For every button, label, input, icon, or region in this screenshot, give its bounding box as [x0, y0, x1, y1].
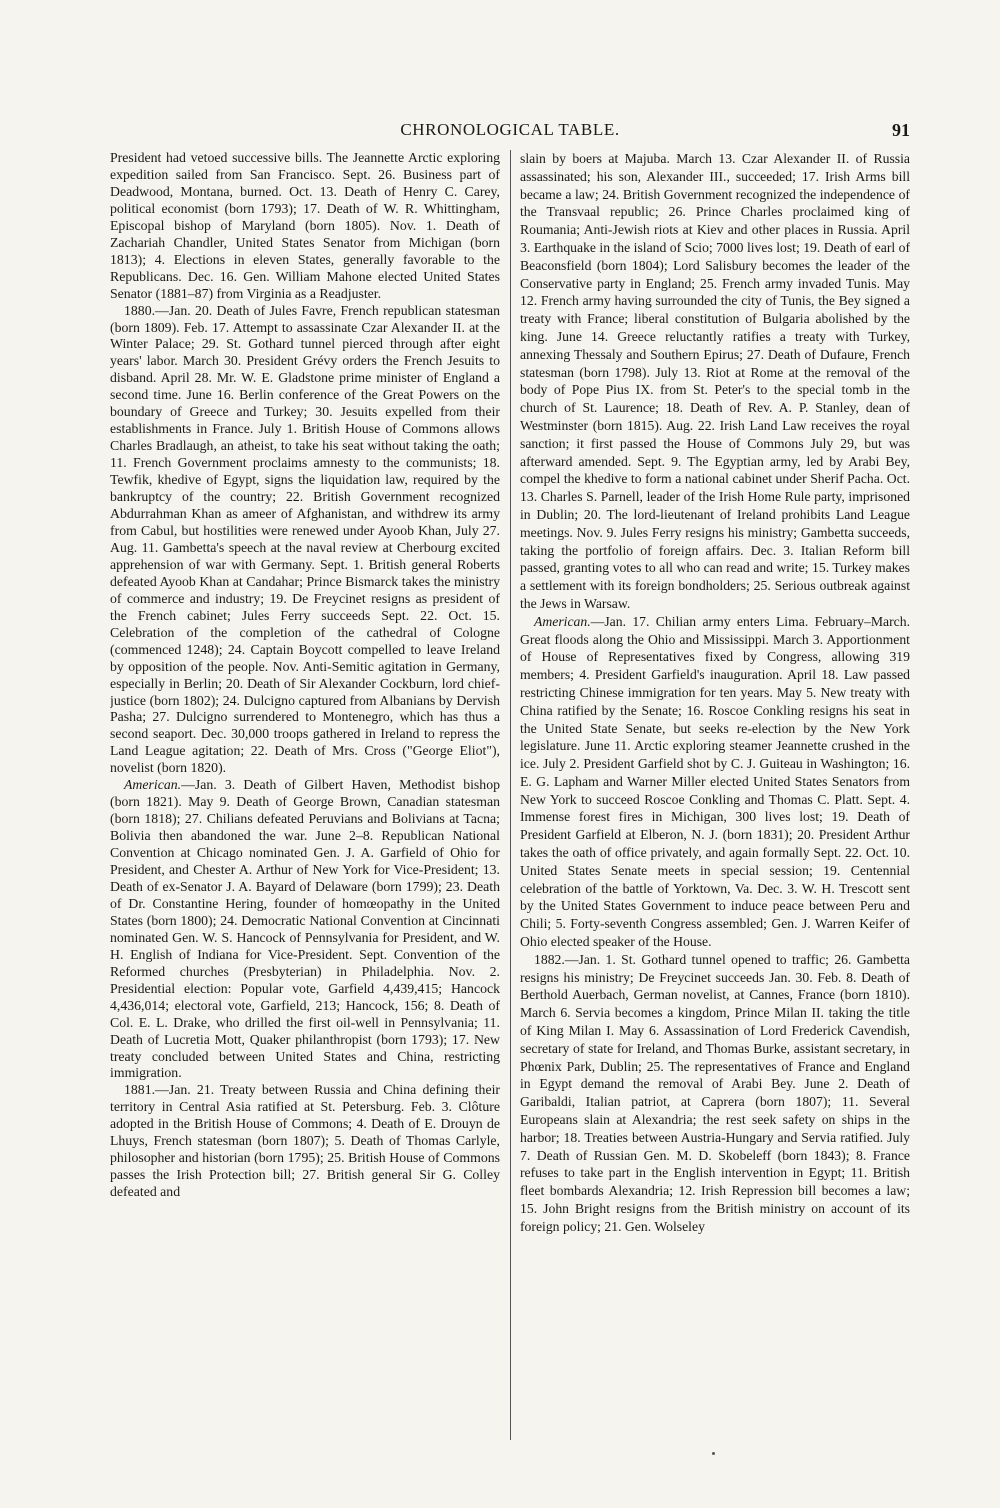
page-number: 91	[892, 120, 910, 140]
right-column	[520, 150, 910, 1440]
entry-paragraph-1881-continued: slain by boers at Majuba. March 13. Czar Alexander II. of Russia assassinated; his son, Alexander III., succeeded; 17. Irish Arms bill became a law; 24. British Government recognized the independence of the Transvaal republic; 26. Prince Charles proclaimed king of Roumania; Anti-Jewish riots at Kiev and other places in Russia. April 3. Earthquake in the island of Scio; 7000 lives lost; 19. Death of earl of Beaconsfield (born 1804); Lord Salisbury becomes the leader of the Conservative party in England; 25. French army invaded Tunis. May 12. French army having surrounded the city of Tunis, the Bey signed a treaty with France; liberal constitution of Bulgaria abolished by the king. June 14. Greece reluctantly ratifies a treaty with Turkey, annexing Thessaly and Southern Epirus; 27. Death of Dufaure, French statesman (born 1798). July 13. Riot at Rome at the removal of the body of Pope Pius IX. from St. Peter's to the special tomb in the church of St. Laurence; 18. Death of Rev. A. P. Stanley, dean of Westminster (born 1815). Aug. 22. Irish Land Law receives the royal sanction; it first passed the House of Commons July 29, but was afterward amended. Sept. 9. The Egyptian army, led by Arabi Bey, compel the khedive to form a national cabinet under Sherif Pacha. Oct. 13. Charles S. Parnell, leader of the Irish Home Rule party, imprisoned in Dublin; 20. The lord-lieutenant of Ireland prohibits Land League meetings. Nov. 9. Jules Ferry resigns his ministry; Gambetta succeeds, taking the portfolio of foreign affairs. Dec. 3. Italian Reform bill passed, granting votes to all who can read and write; 15. Turkey makes a settlement with its foreign bondholders; 25. Serious outbreak against the Jews in Warsaw.	[520, 151, 910, 611]
two-column-body	[110, 150, 910, 1440]
column-divider	[510, 150, 511, 1440]
entry-paragraph-1882: 1882.—Jan. 1. St. Gothard tunnel opened to traffic; 26. Gambetta resigns his ministry; De Freycinet succeeds Jan. 30. Feb. 8. Death of Berthold Auerbach, German novelist, at Cannes, France (born 1810). March 6. Servia becomes a kingdom, Prince Milan II. taking the title of King Milan I. May 6. Assassination of Lord Frederick Cavendish, secretary of state for Ireland, and Thomas Burke, assistant secretary, in Phœnix Park, Dublin; 25. The representatives of France and England in Egypt demand the removal of Arabi Bey. June 2. Death of Garibaldi, Italian patriot, at Caprera (born 1807); 11. Several Europeans slain at Alexandria; the rest seek safety on ships in the harbor; 18. Treaties between Austria-Hungary and Servia ratified. July 7. Death of Russian Gen. M. D. Skobeleff (born 1843); 8. France refuses to take part in the English intervention in Egypt; 11. British fleet bombards Alexandria; 12. Irish Repression bill becomes a law; 15. John Bright resigns from the British ministry on account of its foreign policy; 21. Gen. Wolseley	[520, 951, 910, 1234]
entry-paragraph-1879-continued: President had vetoed successive bills. The Jeannette Arctic exploring expedition sailed from San Francisco. Sept. 26. Business part of Deadwood, Montana, burned. Oct. 13. Death of Henry C. Carey, political economist (born 1793); 17. Death of W. R. Whittingham, Episcopal bishop of Maryland (born 1805). Nov. 1. Death of Zachariah Chandler, United States Senator from Michigan (born 1813); 4. Elections in eleven States, generally favorable to the Republicans. Dec. 16. Gen. William Mahone elected United States Senator (1881–87) from Virginia as a Readjuster.	[110, 150, 500, 301]
left-column	[110, 150, 500, 1440]
section-label-american: American.	[534, 613, 591, 629]
footer-mark	[712, 1452, 715, 1455]
entry-paragraph-1880-american: American.—Jan. 3. Death of Gilbert Haven, Methodist bishop (born 1821). May 9. Death of George Brown, Canadian statesman (born 1818); 27. Chilians defeated Peruvians and Bolivians at Tacna; Bolivia then abandoned the war. June 2–8. Republican National Convention at Chicago nominated Gen. J. A. Garfield of Ohio for President, and Chester A. Arthur of New York for Vice-President; 13. Death of ex-Senator J. A. Bayard of Delaware (born 1799); 23. Death of Dr. Constantine Hering, founder of homœopathy in the United States (born 1800); 24. Democratic National Convention at Cincinnati nominated Gen. W. S. Hancock of Pennsylvania for President, and W. H. English of Indiana for Vice-President. Sept. Convention of the Reformed churches (Presbyterian) in Philadelphia. Nov. 2. Presidential election: Popular vote, Garfield 4,439,415; Hancock 4,436,014; electoral vote, Garfield, 213; Hancock, 156; 8. Death of Col. E. L. Drake, who drilled the first oil-well in Pennsylvania; 11. Death of Lucretia Mott, Quaker philanthropist (born 1793); 17. New treaty concluded between United States and China, restricting immigration.	[110, 777, 500, 1081]
entry-paragraph-1881-american: American.—Jan. 17. Chilian army enters Lima. February–March. Great floods along the Ohio and Mississippi. March 3. Apportionment of House of Representatives fixed by Congress, allowing 319 members; 4. President Garfield's inauguration. April 18. Law passed restricting Chinese immigration for ten years. May 5. New treaty with China ratified by the Senate; 16. Roscoe Conkling resigns his seat in the United State Senate, but seeks re-election by the New York legislature. June 11. Arctic exploring steamer Jeannette crushed in the ice. July 2. President Garfield shot by C. J. Guiteau in Washington; 16. E. G. Lapham and Warner Miller elected United States Senators from New York to succeed Roscoe Conkling and Thomas C. Platt. Sept. 4. Immense forest fires in Michigan, 300 lives lost; 19. Death of President Garfield at Elberon, N. J. (born 1831); 20. President Arthur takes the oath of office privately, and again formally Sept. 22. Oct. 10. United States Senate meets in special session; 19. Centennial celebration of the battle of Yorktown, Va. Dec. 3. W. H. Trescott sent by the United States Government to induce peace between Peru and Chili; 5. Forty-seventh Congress assembled; Gen. J. Warren Keifer of Ohio elected speaker of the House.	[520, 613, 910, 950]
entry-paragraph-1881: 1881.—Jan. 21. Treaty between Russia and China defining their territory in Central Asia ratified at St. Petersburg. Feb. 3. Clôture adopted in the British House of Commons; 4. Death of E. Drouyn de Lhuys, French statesman (born 1807); 5. Death of Thomas Carlyle, philosopher and historian (born 1795); 25. British House of Commons passes the Irish Protection bill; 27. British general Sir G. Colley defeated and	[110, 1082, 500, 1200]
entry-paragraph-1880: 1880.—Jan. 20. Death of Jules Favre, French republican statesman (born 1809). Feb. 17. Attempt to assassinate Czar Alexander II. at the Winter Palace; 29. St. Gothard tunnel pierced through after eight years' labor. March 30. President Grévy orders the French Jesuits to disband. April 28. Mr. W. E. Gladstone prime minister of England a second time. June 16. Berlin conference of the Great Powers on the boundary of Greece and Turkey; 30. Jesuits expelled from their establishments in France. July 1. British House of Commons allows Charles Bradlaugh, an atheist, to take his seat without taking the oath; 11. French Government proclaims amnesty to the communists; 18. Tewfik, khedive of Egypt, signs the liquidation law, required by the bankruptcy of the country; 22. British Government recognized Abdurrahman Khan as ameer of Afghanistan, and withdrew its army from Cabul, but hostilities were renewed under Ayoob Khan, July 27. Aug. 11. Gambetta's speech at the naval review at Cherbourg excited apprehension of war with Germany. Sept. 1. British general Roberts defeated Ayoob Khan at Candahar; Prince Bismarck takes the ministry of commerce and industry; 19. De Freycinet resigns as president of the French cabinet; Jules Ferry succeeds Sept. 22. Oct. 15. Celebration of the completion of the cathedral of Cologne (commenced 1248); 24. Captain Boycott compelled to leave Ireland by opposition of the people. Nov. Anti-Semitic agitation in Germany, especially in Berlin; 20. Death of Sir Alexander Cockburn, lord chief-justice (born 1802); 24. Dulcigno captured from Albanians by Dervish Pasha; 27. Dulcigno surrendered to Montenegro, which has thus a second seaport. Dec. 30,000 troops gathered in Ireland to repress the Land League agitation; 22. Death of Mrs. Cross ("George Eliot"), novelist (born 1820).	[110, 302, 500, 776]
running-title: CHRONOLOGICAL TABLE.	[400, 120, 620, 139]
section-label-american: American.	[124, 777, 182, 793]
page-header	[110, 120, 910, 142]
